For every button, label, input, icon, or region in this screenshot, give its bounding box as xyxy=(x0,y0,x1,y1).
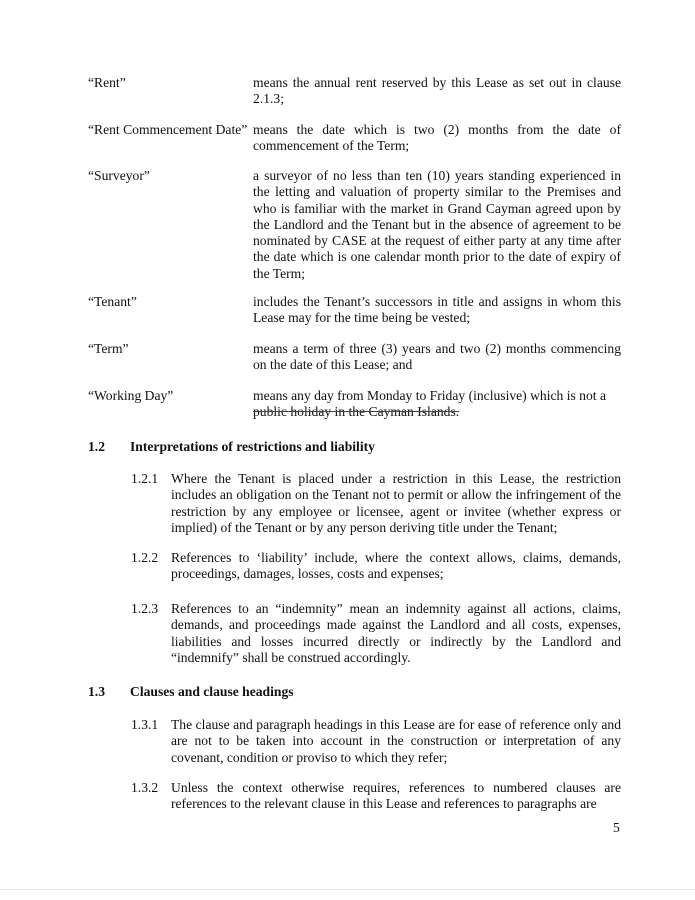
clause-number: 1.3.1 xyxy=(131,717,159,732)
page-number: 5 xyxy=(613,820,620,835)
clause-text: The clause and paragraph headings in this Lease are for ease of reference only and are not to be taken into account in the construction or interpretation of any covenant, condition or proviso to which they refer; xyxy=(171,717,621,765)
definition-term-working-day: “Working Day” xyxy=(88,388,174,403)
clause-text: References to ‘liability’ include, where the context allows, claims, demands, proceedings, damages, losses, costs and expenses; xyxy=(171,550,621,582)
page-bottom-divider xyxy=(0,889,695,890)
clause-number: 1.2.3 xyxy=(131,601,159,616)
definition-text-rent-commencement-date: means the date which is two (2) months from the date of commencement of the Term; xyxy=(253,122,621,154)
clause-text: Unless the context otherwise requires, references to numbered clauses are references to the relevant clause in this Lease and references to paragraphs are xyxy=(171,780,621,812)
definition-text-surveyor: a surveyor of no less than ten (10) years standing experienced in the letting and valuation of property similar to the Premises and who is familiar with the market in Grand Cayman agreed upon by the Landlord and the Tenant but in the absence of agreement to be nominated by CASE at the request of either party at any time after the date which is one calendar month prior to the date of expiry of the Term; xyxy=(253,168,621,281)
definition-text-working-day xyxy=(253,388,621,421)
definition-term-term: “Term” xyxy=(88,341,129,356)
clause-number: 1.2.1 xyxy=(131,471,159,486)
section-heading: Clauses and clause headings xyxy=(130,684,294,699)
definition-text-term: means a term of three (3) years and two (2) months commencing on the date of this Lease; and xyxy=(253,341,621,373)
definition-term-rent: “Rent” xyxy=(88,75,126,90)
section-number: 1.3 xyxy=(88,684,105,699)
definition-term-surveyor: “Surveyor” xyxy=(88,168,150,183)
definition-text-working-day-line1: means any day from Monday to Friday (inclusive) which is not a xyxy=(253,388,606,403)
clause-text: Where the Tenant is placed under a restriction in this Lease, the restriction includes an obligation on the Tenant not to permit or allow the infringement of the restriction by any employee or licensee, agent or invitee (whether express or implied) of the Tenant or by any person deriving title under the Tenant; xyxy=(171,471,621,535)
section-number: 1.2 xyxy=(88,439,105,454)
definition-term-rent-commencement-date: “Rent Commencement Date” xyxy=(88,122,248,137)
definition-text-tenant: includes the Tenant’s successors in title and assigns in whom this Lease may for the time being be vested; xyxy=(253,294,621,326)
definition-term-tenant: “Tenant” xyxy=(88,294,137,309)
clause-number: 1.3.2 xyxy=(131,780,159,795)
definition-text-rent: means the annual rent reserved by this Lease as set out in clause 2.1.3; xyxy=(253,75,621,107)
clause-number: 1.2.2 xyxy=(131,550,159,565)
clause-text: References to an “indemnity” mean an indemnity against all actions, claims, demands, and proceedings made against the Landlord and all costs, expenses, liabilities and losses incurred directly or indirectly by the Landlord and “indemnify” shall be construed accordingly. xyxy=(171,601,621,665)
section-heading: Interpretations of restrictions and liability xyxy=(130,439,375,454)
definition-text-working-day-line2: public holiday in the Cayman Islands. xyxy=(253,404,460,420)
